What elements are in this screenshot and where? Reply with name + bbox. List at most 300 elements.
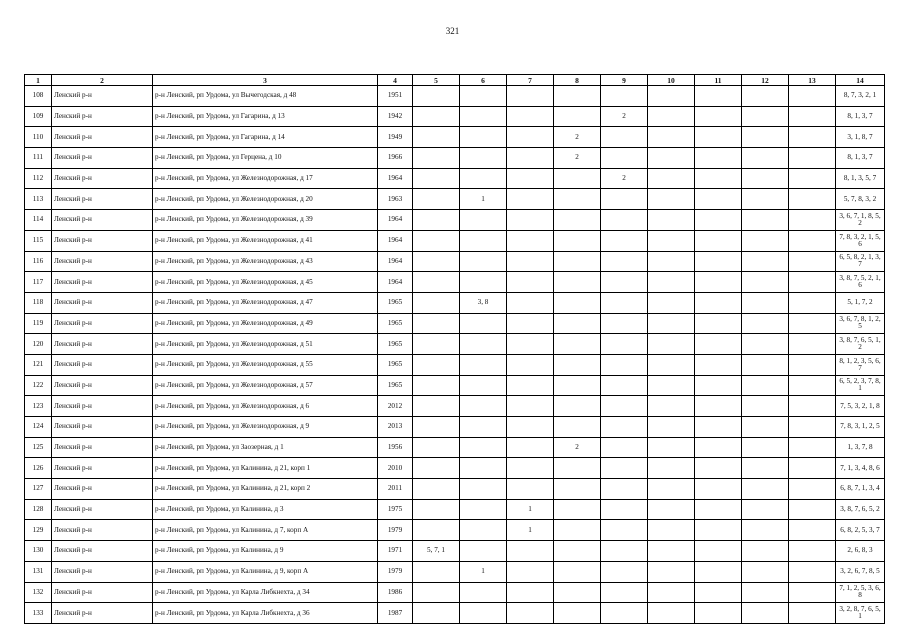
cell-codes: 3, 6, 7, 1, 8, 5, 2	[836, 210, 885, 231]
cell-col-10	[648, 334, 695, 355]
cell-col-6	[460, 86, 507, 107]
cell-year: 1971	[378, 541, 413, 562]
cell-col-13	[789, 520, 836, 541]
cell-year: 1965	[378, 375, 413, 396]
table-row	[25, 106, 885, 127]
cell-col-9	[601, 499, 648, 520]
table-row	[25, 603, 885, 624]
table-row	[25, 582, 885, 603]
table-row	[25, 334, 885, 355]
cell-col-10	[648, 354, 695, 375]
cell-col-5	[413, 334, 460, 355]
cell-codes: 3, 8, 7, 5, 2, 1, 6	[836, 272, 885, 293]
cell-col-7	[507, 458, 554, 479]
cell-col-13	[789, 86, 836, 107]
cell-col-5	[413, 582, 460, 603]
cell-col-13	[789, 603, 836, 624]
cell-district: Ленский р-н	[52, 541, 153, 562]
cell-address: р-н Ленский, рп Урдома, ул Карла Либкнехта, д 34	[153, 582, 378, 603]
table-row	[25, 479, 885, 500]
cell-col-11	[695, 313, 742, 334]
cell-district: Ленский р-н	[52, 334, 153, 355]
cell-col-12	[742, 479, 789, 500]
cell-col-8: 2	[554, 148, 601, 169]
cell-codes: 5, 1, 7, 2	[836, 292, 885, 313]
cell-col-12	[742, 272, 789, 293]
table-row	[25, 127, 885, 148]
cell-col-8	[554, 417, 601, 438]
cell-col-6	[460, 106, 507, 127]
cell-col-11	[695, 437, 742, 458]
cell-codes: 7, 8, 3, 1, 2, 5	[836, 417, 885, 438]
cell-year: 1964	[378, 168, 413, 189]
cell-codes: 8, 1, 2, 3, 5, 6, 7	[836, 354, 885, 375]
cell-col-9: 2	[601, 106, 648, 127]
cell-col-5	[413, 603, 460, 624]
cell-col-10	[648, 582, 695, 603]
cell-district: Ленский р-н	[52, 375, 153, 396]
cell-year: 2013	[378, 417, 413, 438]
cell-row-number: 128	[25, 499, 52, 520]
column-header-4: 4	[378, 75, 413, 86]
cell-col-13	[789, 210, 836, 231]
cell-col-12	[742, 499, 789, 520]
cell-year: 1987	[378, 603, 413, 624]
column-header-13: 13	[789, 75, 836, 86]
cell-col-12	[742, 582, 789, 603]
cell-col-6	[460, 251, 507, 272]
cell-col-12	[742, 458, 789, 479]
cell-col-5	[413, 479, 460, 500]
cell-col-10	[648, 168, 695, 189]
cell-address: р-н Ленский, рп Урдома, ул Железнодорожная, д 47	[153, 292, 378, 313]
cell-row-number: 132	[25, 582, 52, 603]
cell-address: р-н Ленский, рп Урдома, ул Гагарина, д 14	[153, 127, 378, 148]
cell-district: Ленский р-н	[52, 106, 153, 127]
cell-col-7	[507, 313, 554, 334]
cell-codes: 6, 5, 8, 2, 1, 3, 7	[836, 251, 885, 272]
cell-codes: 1, 3, 7, 8	[836, 437, 885, 458]
cell-district: Ленский р-н	[52, 354, 153, 375]
cell-year: 1964	[378, 230, 413, 251]
table-row	[25, 251, 885, 272]
cell-col-9	[601, 148, 648, 169]
cell-row-number: 120	[25, 334, 52, 355]
cell-address: р-н Ленский, рп Урдома, ул Калинина, д 7, корп А	[153, 520, 378, 541]
cell-col-11	[695, 148, 742, 169]
cell-row-number: 116	[25, 251, 52, 272]
cell-col-12	[742, 127, 789, 148]
cell-col-13	[789, 541, 836, 562]
cell-col-7	[507, 354, 554, 375]
cell-col-9	[601, 479, 648, 500]
cell-address: р-н Ленский, рп Урдома, ул Железнодорожная, д 20	[153, 189, 378, 210]
cell-row-number: 122	[25, 375, 52, 396]
column-header-6: 6	[460, 75, 507, 86]
cell-col-13	[789, 127, 836, 148]
cell-col-13	[789, 272, 836, 293]
cell-col-6	[460, 458, 507, 479]
cell-col-13	[789, 458, 836, 479]
cell-year: 1966	[378, 148, 413, 169]
cell-address: р-н Ленский, рп Урдома, ул Железнодорожная, д 9	[153, 417, 378, 438]
cell-col-11	[695, 230, 742, 251]
cell-col-9	[601, 230, 648, 251]
cell-col-7	[507, 561, 554, 582]
cell-col-13	[789, 582, 836, 603]
cell-row-number: 108	[25, 86, 52, 107]
cell-col-5	[413, 375, 460, 396]
cell-col-8	[554, 251, 601, 272]
cell-col-11	[695, 251, 742, 272]
cell-col-11	[695, 499, 742, 520]
cell-col-8	[554, 582, 601, 603]
cell-col-12	[742, 230, 789, 251]
cell-col-12	[742, 541, 789, 562]
cell-year: 1979	[378, 520, 413, 541]
cell-address: р-н Ленский, рп Урдома, ул Калинина, д 21, корп 2	[153, 479, 378, 500]
cell-address: р-н Ленский, рп Урдома, ул Железнодорожная, д 39	[153, 210, 378, 231]
cell-district: Ленский р-н	[52, 458, 153, 479]
cell-col-6	[460, 396, 507, 417]
cell-col-8	[554, 499, 601, 520]
cell-year: 1949	[378, 127, 413, 148]
column-header-9: 9	[601, 75, 648, 86]
cell-district: Ленский р-н	[52, 148, 153, 169]
cell-col-9	[601, 561, 648, 582]
cell-col-13	[789, 106, 836, 127]
cell-col-13	[789, 396, 836, 417]
cell-col-6	[460, 541, 507, 562]
cell-codes: 5, 7, 8, 3, 2	[836, 189, 885, 210]
cell-col-10	[648, 210, 695, 231]
cell-col-12	[742, 603, 789, 624]
cell-year: 1964	[378, 272, 413, 293]
column-header-1: 1	[25, 75, 52, 86]
cell-year: 1965	[378, 334, 413, 355]
cell-address: р-н Ленский, рп Урдома, ул Калинина, д 21, корп 1	[153, 458, 378, 479]
cell-col-11	[695, 86, 742, 107]
cell-row-number: 127	[25, 479, 52, 500]
cell-district: Ленский р-н	[52, 582, 153, 603]
cell-district: Ленский р-н	[52, 168, 153, 189]
cell-col-12	[742, 520, 789, 541]
cell-col-9	[601, 458, 648, 479]
cell-col-12	[742, 437, 789, 458]
table-row	[25, 417, 885, 438]
cell-row-number: 113	[25, 189, 52, 210]
cell-col-7	[507, 148, 554, 169]
column-header-5: 5	[413, 75, 460, 86]
table-row	[25, 292, 885, 313]
cell-district: Ленский р-н	[52, 230, 153, 251]
cell-col-10	[648, 520, 695, 541]
cell-col-5	[413, 561, 460, 582]
cell-col-7	[507, 86, 554, 107]
cell-year: 2011	[378, 479, 413, 500]
column-header-10: 10	[648, 75, 695, 86]
cell-row-number: 119	[25, 313, 52, 334]
table-row	[25, 313, 885, 334]
cell-col-13	[789, 417, 836, 438]
cell-col-6	[460, 479, 507, 500]
cell-col-13	[789, 479, 836, 500]
table-row	[25, 230, 885, 251]
cell-row-number: 114	[25, 210, 52, 231]
cell-col-11	[695, 417, 742, 438]
cell-year: 1986	[378, 582, 413, 603]
cell-address: р-н Ленский, рп Урдома, ул Железнодорожная, д 43	[153, 251, 378, 272]
cell-col-13	[789, 292, 836, 313]
cell-col-7	[507, 292, 554, 313]
cell-col-6	[460, 499, 507, 520]
cell-col-12	[742, 210, 789, 231]
cell-year: 1965	[378, 354, 413, 375]
cell-col-9: 2	[601, 168, 648, 189]
cell-row-number: 121	[25, 354, 52, 375]
cell-district: Ленский р-н	[52, 313, 153, 334]
cell-col-7	[507, 106, 554, 127]
cell-col-13	[789, 168, 836, 189]
cell-col-5	[413, 272, 460, 293]
cell-col-10	[648, 458, 695, 479]
cell-col-6	[460, 210, 507, 231]
cell-col-10	[648, 437, 695, 458]
cell-col-5	[413, 417, 460, 438]
cell-col-11	[695, 479, 742, 500]
cell-col-7	[507, 334, 554, 355]
cell-col-9	[601, 582, 648, 603]
cell-codes: 7, 1, 3, 4, 8, 6	[836, 458, 885, 479]
cell-col-5	[413, 354, 460, 375]
cell-col-12	[742, 354, 789, 375]
cell-col-5	[413, 148, 460, 169]
cell-col-5	[413, 437, 460, 458]
table-row	[25, 561, 885, 582]
table-row	[25, 396, 885, 417]
cell-row-number: 123	[25, 396, 52, 417]
cell-col-11	[695, 292, 742, 313]
cell-col-6	[460, 313, 507, 334]
cell-col-9	[601, 127, 648, 148]
header-row	[25, 75, 885, 86]
cell-col-9	[601, 541, 648, 562]
cell-col-5	[413, 189, 460, 210]
cell-col-9	[601, 86, 648, 107]
page-number: 321	[445, 26, 460, 36]
cell-col-9	[601, 272, 648, 293]
cell-col-8	[554, 396, 601, 417]
cell-col-8	[554, 520, 601, 541]
cell-district: Ленский р-н	[52, 396, 153, 417]
cell-col-10	[648, 603, 695, 624]
column-header-2: 2	[52, 75, 153, 86]
cell-codes: 3, 6, 7, 8, 1, 2, 5	[836, 313, 885, 334]
cell-col-6	[460, 603, 507, 624]
cell-codes: 7, 5, 3, 2, 1, 8	[836, 396, 885, 417]
cell-col-10	[648, 396, 695, 417]
cell-row-number: 133	[25, 603, 52, 624]
table-row	[25, 458, 885, 479]
cell-col-5	[413, 499, 460, 520]
cell-year: 1965	[378, 313, 413, 334]
cell-row-number: 117	[25, 272, 52, 293]
cell-row-number: 125	[25, 437, 52, 458]
cell-col-8	[554, 334, 601, 355]
cell-col-13	[789, 437, 836, 458]
cell-col-11	[695, 210, 742, 231]
cell-district: Ленский р-н	[52, 499, 153, 520]
cell-col-7	[507, 396, 554, 417]
cell-year: 2010	[378, 458, 413, 479]
cell-district: Ленский р-н	[52, 292, 153, 313]
cell-col-11	[695, 168, 742, 189]
cell-col-13	[789, 375, 836, 396]
cell-col-7	[507, 272, 554, 293]
table-row	[25, 272, 885, 293]
cell-codes: 3, 1, 8, 7	[836, 127, 885, 148]
cell-district: Ленский р-н	[52, 210, 153, 231]
cell-col-11	[695, 189, 742, 210]
cell-district: Ленский р-н	[52, 189, 153, 210]
cell-row-number: 129	[25, 520, 52, 541]
cell-col-13	[789, 499, 836, 520]
cell-row-number: 124	[25, 417, 52, 438]
table-row	[25, 189, 885, 210]
cell-col-12	[742, 313, 789, 334]
cell-col-10	[648, 375, 695, 396]
cell-col-10	[648, 189, 695, 210]
cell-address: р-н Ленский, рп Урдома, ул Железнодорожная, д 51	[153, 334, 378, 355]
cell-col-12	[742, 148, 789, 169]
cell-col-9	[601, 189, 648, 210]
cell-year: 1942	[378, 106, 413, 127]
cell-col-11	[695, 603, 742, 624]
cell-col-12	[742, 168, 789, 189]
cell-col-9	[601, 313, 648, 334]
column-header-12: 12	[742, 75, 789, 86]
cell-col-13	[789, 230, 836, 251]
cell-col-10	[648, 272, 695, 293]
cell-year: 1965	[378, 292, 413, 313]
cell-codes: 7, 8, 3, 2, 1, 5, 6	[836, 230, 885, 251]
cell-col-6	[460, 582, 507, 603]
cell-year: 1964	[378, 210, 413, 231]
cell-address: р-н Ленский, рп Урдома, ул Калинина, д 9	[153, 541, 378, 562]
cell-col-7	[507, 168, 554, 189]
cell-col-8	[554, 603, 601, 624]
cell-col-10	[648, 106, 695, 127]
cell-col-8	[554, 272, 601, 293]
cell-col-7: 1	[507, 520, 554, 541]
cell-col-5	[413, 127, 460, 148]
cell-row-number: 109	[25, 106, 52, 127]
cell-year: 1979	[378, 561, 413, 582]
cell-address: р-н Ленский, рп Урдома, ул Калинина, д 3	[153, 499, 378, 520]
cell-col-9	[601, 520, 648, 541]
cell-col-8	[554, 479, 601, 500]
cell-col-12	[742, 417, 789, 438]
table-row	[25, 354, 885, 375]
cell-district: Ленский р-н	[52, 603, 153, 624]
cell-col-5	[413, 251, 460, 272]
cell-address: р-н Ленский, рп Урдома, ул Железнодорожная, д 6	[153, 396, 378, 417]
cell-col-12	[742, 561, 789, 582]
cell-col-5	[413, 520, 460, 541]
cell-col-9	[601, 603, 648, 624]
cell-col-5	[413, 230, 460, 251]
cell-col-6: 3, 8	[460, 292, 507, 313]
cell-col-7	[507, 189, 554, 210]
cell-district: Ленский р-н	[52, 479, 153, 500]
cell-codes: 3, 8, 7, 6, 5, 1, 2	[836, 334, 885, 355]
cell-address: р-н Ленский, рп Урдома, ул Калинина, д 9, корп А	[153, 561, 378, 582]
cell-district: Ленский р-н	[52, 561, 153, 582]
cell-row-number: 111	[25, 148, 52, 169]
cell-col-9	[601, 334, 648, 355]
cell-col-11	[695, 334, 742, 355]
table-row	[25, 168, 885, 189]
cell-col-8	[554, 561, 601, 582]
cell-col-8: 2	[554, 437, 601, 458]
cell-col-8	[554, 230, 601, 251]
cell-col-11	[695, 561, 742, 582]
cell-district: Ленский р-н	[52, 86, 153, 107]
cell-col-5	[413, 458, 460, 479]
cell-col-8	[554, 106, 601, 127]
cell-col-6	[460, 148, 507, 169]
cell-col-9	[601, 251, 648, 272]
table-row	[25, 375, 885, 396]
cell-col-8	[554, 168, 601, 189]
cell-col-11	[695, 272, 742, 293]
cell-col-11	[695, 127, 742, 148]
cell-col-7	[507, 251, 554, 272]
cell-col-13	[789, 148, 836, 169]
cell-col-6	[460, 272, 507, 293]
cell-col-8	[554, 210, 601, 231]
cell-col-7	[507, 375, 554, 396]
cell-row-number: 115	[25, 230, 52, 251]
cell-address: р-н Ленский, рп Урдома, ул Карла Либкнехта, д 36	[153, 603, 378, 624]
cell-col-9	[601, 375, 648, 396]
table-body	[25, 86, 885, 624]
cell-col-7	[507, 230, 554, 251]
cell-col-11	[695, 375, 742, 396]
cell-col-6	[460, 127, 507, 148]
cell-row-number: 131	[25, 561, 52, 582]
cell-col-10	[648, 417, 695, 438]
cell-col-5	[413, 210, 460, 231]
cell-col-13	[789, 334, 836, 355]
cell-col-8: 2	[554, 127, 601, 148]
cell-row-number: 118	[25, 292, 52, 313]
column-header-8: 8	[554, 75, 601, 86]
cell-col-7	[507, 437, 554, 458]
cell-col-6	[460, 230, 507, 251]
table-row	[25, 541, 885, 562]
cell-address: р-н Ленский, рп Урдома, ул Заозерная, д 1	[153, 437, 378, 458]
cell-col-7	[507, 417, 554, 438]
cell-address: р-н Ленский, рп Урдома, ул Железнодорожная, д 57	[153, 375, 378, 396]
cell-year: 2012	[378, 396, 413, 417]
cell-col-8	[554, 541, 601, 562]
cell-col-12	[742, 106, 789, 127]
table-row	[25, 148, 885, 169]
cell-codes: 6, 8, 7, 1, 3, 4	[836, 479, 885, 500]
cell-col-12	[742, 396, 789, 417]
cell-year: 1964	[378, 251, 413, 272]
